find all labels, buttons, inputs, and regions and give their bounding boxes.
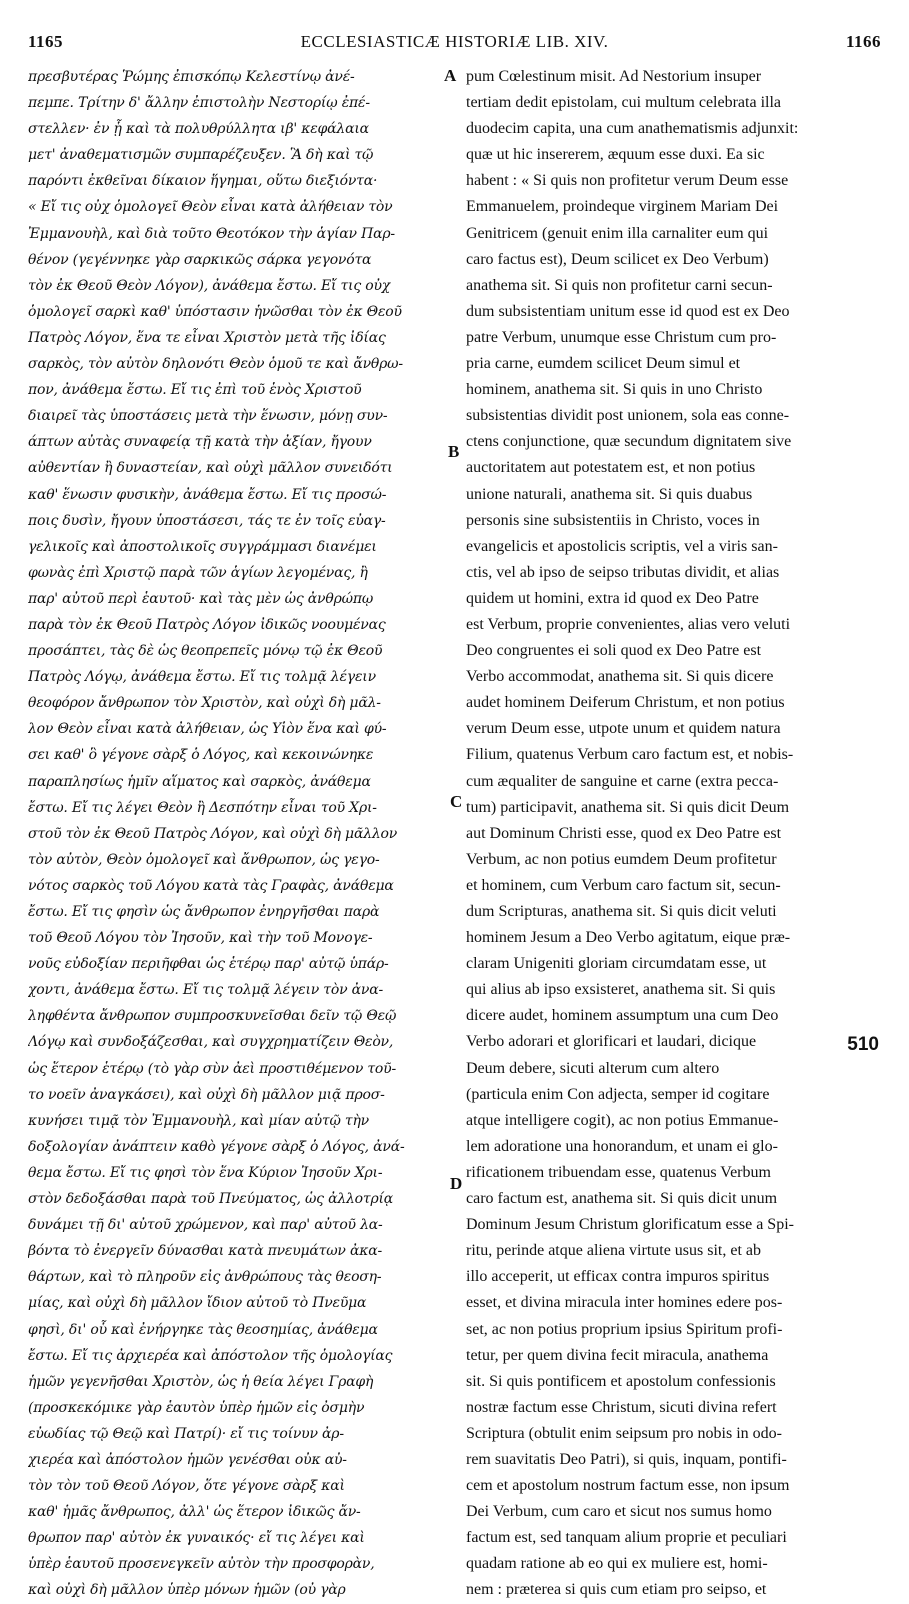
- greek-text-line: δοξολογίαν ἀνάπτειν καθὸ γέγονε σὰρξ ὁ Λόγος, ἀνά-: [28, 1138, 405, 1155]
- greek-text-line: ἔστω. Εἴ τις ἀρχιερέα καὶ ἀπόστολον τῆς ὁμολογίας: [28, 1347, 393, 1364]
- latin-text-line: Deum debere, sicuti alterum cum altero: [466, 1059, 720, 1077]
- greek-text-line: ἔστω. Εἴ τις φησὶν ὡς ἄνθρωπον ἐνηργῆσθαι παρὰ: [28, 904, 380, 920]
- greek-text-line: τὸν αὐτὸν, Θεὸν ὁμολογεῖ καὶ ἄνθρωπον, ὡς γεγο-: [28, 851, 380, 868]
- latin-text-line: evangelicis et apostolicis scriptis, vel a viris san-: [466, 537, 778, 555]
- latin-text-line: hominem Jesum a Deo Verbo agitatum, eique præ-: [466, 929, 791, 947]
- greek-text-line: σει καθ' ὃ γέγονε σὰρξ ὁ Λόγος, καὶ κεκοινώνηκε: [28, 747, 374, 764]
- greek-text-line: Πατρὸς Λόγον, ἕνα τε εἶναι Χριστὸν μετὰ τῆς ἰδίας: [28, 329, 386, 346]
- latin-text-line: cem et apostolum nostrum factum esse, non ipsum: [466, 1477, 790, 1495]
- latin-text-line: quidem ut homini, extra id quod ex Deo Patre: [466, 589, 759, 607]
- latin-text-line: audet hominem Deiferum Christum, et non potius: [466, 694, 785, 712]
- greek-text-line: Λόγῳ καὶ συνδοξάζεσθαι, καὶ συγχρηματίζειν Θεὸν,: [28, 1034, 394, 1051]
- latin-text-line: cum æqualiter de sanguine et carne (extra pecca-: [466, 772, 779, 790]
- greek-text-line: βόντα τὸ ἐνεργεῖν δύνασθαι κατὰ πνευμάτων ἀκα-: [28, 1243, 383, 1260]
- latin-text-line: dum subsistentiam unitum esse id quod est ex Deo: [466, 302, 790, 320]
- greek-text-line: γελικοῖς καὶ ἀποστολικοῖς συγγράμμασι διανέμει: [28, 538, 377, 555]
- greek-text-line: άπτων αὐτὰς συναφείᾳ τῇ κατὰ τὴν ἀξίαν, ἤγουν: [28, 434, 372, 451]
- latin-text-line: Verbo adorari et glorificari et laudari, dicique: [466, 1033, 757, 1051]
- greek-text-line: φησὶ, δι' οὗ καὶ ἐνήργηκε τὰς θεοσημίας, ἀνάθεμα: [28, 1321, 378, 1338]
- greek-text-line: θρωπον παρ' αὐτὸν ἐκ γυναικός· εἴ τις λέγει καὶ: [28, 1530, 365, 1547]
- greek-text-line: Πατρὸς Λόγῳ, ἀνάθεμα ἔστω. Εἴ τις τολμᾷ λέγειν: [28, 669, 376, 686]
- greek-text-line: φωνὰς ἐπὶ Χριστῷ παρὰ τῶν ἁγίων λεγομένας, ἢ: [28, 564, 368, 581]
- latin-text-line: lem adoratione una honorandum, et unam ei glo-: [466, 1137, 778, 1155]
- greek-text-line: προσάπτει, τὰς δὲ ὡς θεοπρεπεῖς μόνῳ τῷ ἐκ Θεοῦ: [28, 643, 383, 660]
- greek-text-line: ὁμολογεῖ σαρκὶ καθ' ὑπόστασιν ἡνῶσθαι τὸν ἐκ Θεοῦ: [28, 303, 402, 320]
- greek-text-line: στοῦ τὸν ἐκ Θεοῦ Πατρὸς Λόγον, καὶ οὐχὶ δὴ μᾶλλον: [28, 825, 398, 842]
- latin-text-line: rem suavitatis Deo Patri), si quis, inquam, pontifi-: [466, 1450, 787, 1468]
- greek-text-line: θεοφόρον ἄνθρωπον τὸν Χριστὸν, καὶ οὐχὶ δὴ μᾶλ-: [28, 695, 381, 712]
- latin-text-line: sit. Si quis pontificem et apostolum confessionis: [466, 1372, 776, 1390]
- latin-text-line: quæ ut hic insererem, æquum esse duxi. Ea sic: [466, 146, 765, 164]
- greek-text-line: δυνάμει τῇ δι' αὐτοῦ χρώμενον, καὶ παρ' αὐτοῦ λα-: [28, 1217, 383, 1234]
- greek-text-line: μίας, καὶ οὐχὶ δὴ μᾶλλον ἴδιον αὐτοῦ τὸ Πνεῦμα: [28, 1295, 367, 1312]
- greek-text-line: θάρτων, καὶ τὸ πληροῦν εἰς ἀνθρώπους τὰς θεοση-: [28, 1269, 382, 1286]
- greek-text-line: ἔστω. Εἴ τις λέγει Θεὸν ἢ Δεσπότην εἶναι τοῦ Χρι-: [28, 799, 377, 816]
- greek-text-line: (προσκεκόμικε γὰρ ἑαυτὸν ὑπὲρ ἡμῶν εἰς ὀσμὴν: [28, 1399, 365, 1416]
- latin-text-line: atque intelligere cogit), ac non potius Emmanue-: [466, 1111, 779, 1129]
- margin-column-number: 510: [847, 1034, 879, 1055]
- latin-text-line: duodecim capita, una cum anathematismis adjunxit:: [466, 120, 799, 138]
- latin-text-line: ctis, vel ab ipso de seipso tributas dividit, et alias: [466, 563, 780, 581]
- greek-text-line: σαρκὸς, τὸν αὐτὸν δηλονότι Θεὸν ὁμοῦ τε καὶ ἄνθρω-: [28, 356, 403, 373]
- latin-text-line: et hominem, cum Verbum caro factum sit, secun-: [466, 876, 781, 894]
- greek-text-line: καὶ οὐχὶ δὴ μᾶλλον ὑπὲρ μόνων ἡμῶν (οὐ γὰρ: [28, 1582, 346, 1599]
- greek-text-line: κυνήσει τιμᾷ τὸν Ἐμμανουὴλ, καὶ μίαν αὐτῷ τὴν: [28, 1112, 369, 1129]
- greek-text-line: τοῦ Θεοῦ Λόγου τὸν Ἰησοῦν, καὶ τὴν τοῦ Μονογε-: [28, 930, 373, 947]
- latin-text-line: factum est, sed tanquam alium proprie et peculiari: [466, 1529, 787, 1547]
- latin-text-column: [466, 64, 884, 1604]
- latin-text-line: unione naturali, anathema sit. Si quis duabus: [466, 485, 753, 503]
- latin-text-line: dicere audet, hominem assumptum una cum Deo: [466, 1007, 779, 1025]
- greek-text-line: ποις δυσὶν, ἤγουν ὑποστάσεσι, τάς τε ἐν τοῖς εὐαγ-: [28, 512, 386, 529]
- latin-text-line: set, ac non potius proprium ipsius Spiritum profi-: [466, 1320, 783, 1338]
- latin-text-line: caro factus est), Deum scilicet ex Deo Verbum): [466, 250, 769, 268]
- greek-text-line: νοῦς εὐδοξίαν περιῆφθαι ὡς ἑτέρῳ παρ' αὐτῷ ὑπάρ-: [28, 956, 389, 973]
- latin-text-line: qui alius ab ipso exsisteret, anathema sit. Si quis: [466, 981, 776, 999]
- latin-text-line: Verbo accommodat, anathema sit. Si quis dicere: [466, 668, 774, 686]
- running-header: [28, 32, 881, 56]
- greek-text-line: ὡς ἕτερον ἑτέρῳ (τὸ γὰρ σὺν ἀεὶ προστιθέμενον τοῦ-: [28, 1060, 397, 1077]
- latin-text-line: Genitricem (genuit enim illa carnaliter eum qui: [466, 224, 769, 242]
- latin-text-line: patre Verbum, unumque esse Christum cum pro-: [466, 328, 777, 346]
- latin-text-line: personis sine subsistentiis in Christo, voces in: [466, 511, 760, 529]
- greek-text-line: παρ' αὐτοῦ περὶ ἑαυτοῦ· καὶ τὰς μὲν ὡς ἀνθρώπῳ: [28, 590, 374, 607]
- greek-text-line: ἡμῶν γεγενῆσθαι Χριστὸν, ὡς ἡ θεία λέγει Γραφὴ: [28, 1373, 374, 1390]
- latin-text-line: quadam ratione ab eo qui ex muliere est, homi-: [466, 1555, 768, 1573]
- latin-text-line: Deo congruentes ei soli quod ex Deo Patre est: [466, 642, 762, 660]
- latin-text-line: pum Cœlestinum misit. Ad Nestorium insuper: [466, 68, 762, 85]
- latin-text-line: tetur, per quem divina fecit miracula, anathema: [466, 1346, 769, 1364]
- greek-text-line: διαιρεῖ τὰς ὑποστάσεις μετὰ τὴν ἕνωσιν, μόνῃ συν-: [28, 408, 388, 425]
- latin-text-line: est Verbum, proprie convenientes, alias vero veluti: [466, 615, 791, 633]
- latin-text-line: Dominum Jesum Christum glorificatum esse a Spi-: [466, 1216, 794, 1234]
- greek-text-line: καθ' ἕνωσιν φυσικὴν, ἀνάθεμα ἔστω. Εἴ τις προσώ-: [28, 486, 387, 503]
- running-title: ECCLESIASTICÆ HISTORIÆ LIB. XIV.: [300, 32, 609, 51]
- latin-text-line: subsistentias dividit post unionem, sola eas conne-: [466, 407, 790, 425]
- latin-text-line: illo acceperit, ut efficax contra impuros spiritus: [466, 1268, 770, 1286]
- greek-text-column: [28, 64, 457, 1604]
- greek-text-line: θένον (γεγέννηκε γὰρ σαρκικῶς σάρκα γεγονότα: [28, 251, 372, 268]
- greek-text-line: ληφθέντα ἄνθρωπον συμπροσκυνεῖσθαι δεῖν τῷ Θεῷ: [28, 1008, 397, 1025]
- latin-text-line: hominem, anathema sit. Si quis in uno Christo: [466, 381, 763, 399]
- greek-text-line: πρεσβυτέρας Ῥώμης ἐπισκόπῳ Κελεστίνῳ ἀνέ-: [28, 69, 355, 85]
- latin-text-line: auctoritatem aut potestatem est, et non potius: [466, 459, 756, 477]
- greek-text-line: καθ' ἡμᾶς ἄνθρωπος, ἀλλ' ὡς ἕτερον ἰδικῶς ἄν-: [28, 1504, 361, 1521]
- latin-text-line: pria carne, eumdem scilicet Deum simul et: [466, 355, 741, 373]
- latin-text-line: esset, et divina miracula inter homines edere pos-: [466, 1294, 783, 1312]
- latin-text-line: tum) participavit, anathema sit. Si quis dicit Deum: [466, 798, 790, 816]
- greek-text-line: λον Θεὸν εἶναι κατὰ ἀλήθειαν, ὡς Υἱὸν ἕνα καὶ φύ-: [28, 721, 387, 738]
- latin-text-line: tertiam dedit epistolam, cui multum celebrata illa: [466, 94, 782, 112]
- section-marker-c: C: [450, 792, 463, 811]
- latin-text-line: verum Deum esse, utpote unum et quidem natura: [466, 720, 781, 738]
- latin-text-line: rificationem tribuendam esse, quatenus Verbum: [466, 1163, 771, 1181]
- greek-text-line: πον, ἀνάθεμα ἔστω. Εἴ τις ἐπὶ τοῦ ἑνὸς Χριστοῦ: [28, 382, 362, 399]
- latin-text-line: (particula enim Con adjecta, semper id cogitare: [466, 1085, 770, 1103]
- latin-text-line: anathema sit. Si quis non profitetur carni secun-: [466, 276, 773, 294]
- greek-text-line: μετ' ἀναθεματισμῶν συμπαρέζευξεν. Ἃ δὴ καὶ τῷ: [28, 147, 374, 164]
- latin-text-line: ctens conjunctione, quæ secundum dignitatem sive: [466, 433, 792, 451]
- greek-text-line: το νοεῖν ἀναγκάσει), καὶ οὐχὶ δὴ μᾶλλον μιᾷ προσ-: [28, 1086, 385, 1103]
- greek-text-line: ὑπὲρ ἑαυτοῦ προσενεγκεῖν αὐτὸν τὴν προσφορὰν,: [28, 1556, 375, 1573]
- section-marker-a: A: [444, 66, 457, 85]
- latin-text-line: nostræ factum esse Christum, sicuti divina refert: [466, 1398, 777, 1416]
- greek-text-line: « Εἴ τις οὐχ ὁμολογεῖ Θεὸν εἶναι κατὰ ἀλήθειαν τὸν: [28, 199, 393, 216]
- greek-text-line: παρόντι ἐκθεῖναι δίκαιον ἥγημαι, οὕτω διεξιόντα·: [28, 173, 378, 190]
- latin-text-line: nem : præterea si quis cum etiam pro seipso, et: [466, 1581, 767, 1599]
- latin-text-line: Dei Verbum, cum caro et sicut nos sumus homo: [466, 1503, 772, 1521]
- section-marker-b: B: [448, 442, 460, 461]
- greek-text-line: τὸν ἐκ Θεοῦ Θεὸν Λόγον), ἀνάθεμα ἔστω. Εἴ τις οὐχ: [28, 277, 391, 294]
- latin-text-line: Filium, quatenus Verbum caro factum est, et nobis-: [466, 746, 794, 764]
- greek-text-line: παραπλησίως ἡμῖν αἵματος καὶ σαρκὸς, ἀνάθεμα: [28, 773, 371, 790]
- greek-text-line: θεμα ἔστω. Εἴ τις φησὶ τὸν ἕνα Κύριον Ἰησοῦν Χρι-: [28, 1164, 383, 1181]
- latin-text-line: aut Dominum Christi esse, quod ex Deo Patre est: [466, 824, 782, 842]
- greek-text-line: χοντι, ἀνάθεμα ἔστω. Εἴ τις τολμᾷ λέγειν τὸν ἀνα-: [28, 982, 383, 999]
- greek-text-line: νότος σαρκὸς τοῦ Λόγου κατὰ τὰς Γραφὰς, ἀνάθεμα: [28, 877, 394, 894]
- greek-text-line: τὸν τὸν τοῦ Θεοῦ Λόγον, ὅτε γέγονε σὰρξ καὶ: [28, 1478, 345, 1495]
- greek-text-line: παρὰ τὸν ἐκ Θεοῦ Πατρὸς Λόγον ἰδικῶς νοουμένας: [28, 616, 386, 633]
- right-column-number: 1166: [845, 32, 881, 51]
- latin-text-line: Scriptura (obtulit enim seipsum pro nobis in odo-: [466, 1424, 782, 1442]
- latin-text-line: caro factum est, anathema sit. Si quis dicit unum: [466, 1190, 778, 1208]
- greek-text-line: στελλεν· ἐν ᾗ καὶ τὰ πολυθρύλλητα ιβ' κεφάλαια: [28, 121, 369, 138]
- latin-text-line: Verbum, ac non potius eumdem Deum profitetur: [466, 850, 777, 868]
- latin-text-line: ritu, perinde atque aliena virtute usus sit, et ab: [466, 1242, 762, 1260]
- latin-text-line: habent : « Si quis non profitetur verum Deum esse: [466, 172, 789, 190]
- greek-text-line: χιερέα καὶ ἀπόστολον ἡμῶν γενέσθαι οὐκ αὐ-: [28, 1451, 347, 1468]
- latin-text-line: dum Scripturas, anathema sit. Si quis dicit veluti: [466, 903, 777, 920]
- greek-text-line: Ἐμμανουὴλ, καὶ διὰ τοῦτο Θεοτόκον τὴν ἁγίαν Παρ-: [28, 225, 395, 242]
- section-marker-d: D: [450, 1174, 463, 1193]
- latin-text-line: Emmanuelem, proindeque virginem Mariam Dei: [466, 198, 779, 216]
- greek-text-line: αὐθεντίαν ἢ δυναστείαν, καὶ οὐχὶ μᾶλλον συνειδότι: [28, 460, 393, 477]
- greek-text-line: στὸν δεδοξάσθαι παρὰ τοῦ Πνεύματος, ὡς ἀλλοτρίᾳ: [28, 1191, 394, 1208]
- greek-text-line: πεμπε. Τρίτην δ' ἄλλην ἐπιστολὴν Νεστορίῳ ἐπέ-: [28, 95, 370, 112]
- greek-text-line: εὐωδίας τῷ Θεῷ καὶ Πατρί)· εἴ τις τοίνυν ἀρ-: [28, 1425, 344, 1442]
- latin-text-line: claram Unigeniti gloriam circumdatam esse, ut: [466, 955, 767, 973]
- left-column-number: 1165: [28, 32, 64, 51]
